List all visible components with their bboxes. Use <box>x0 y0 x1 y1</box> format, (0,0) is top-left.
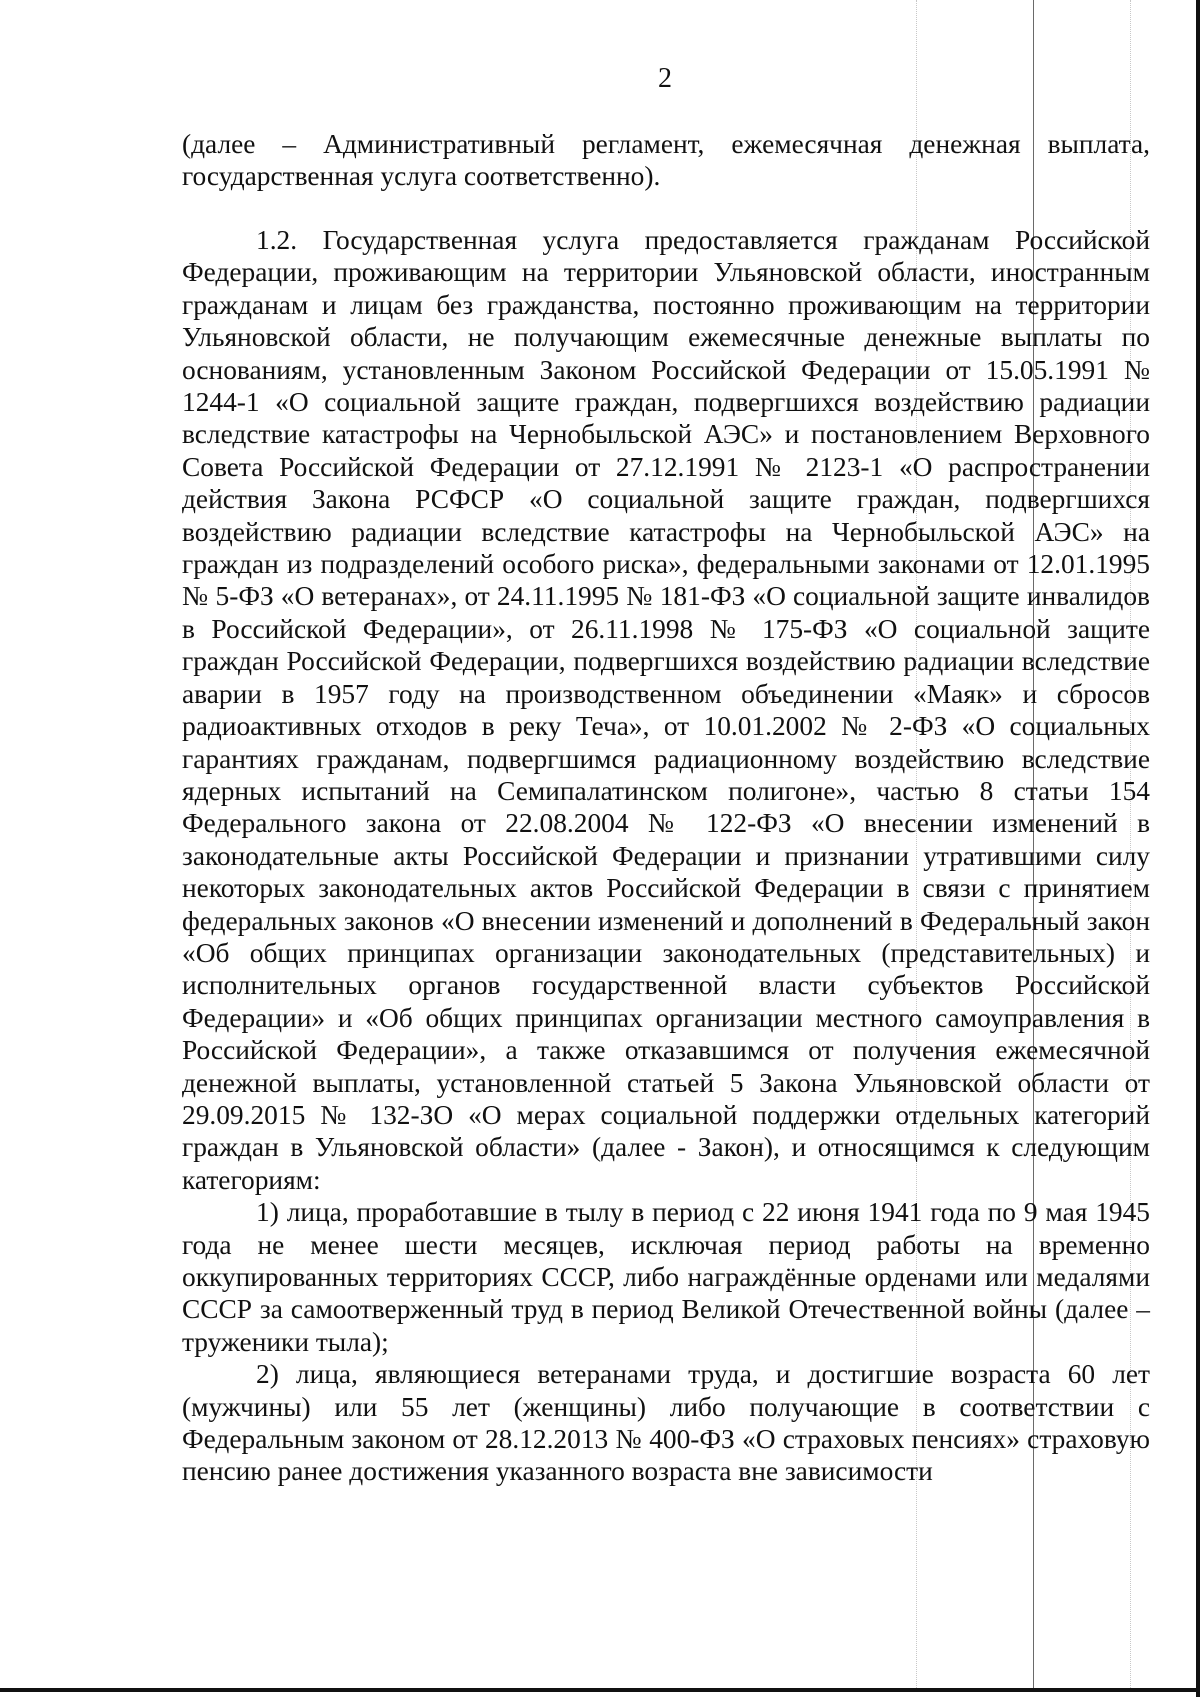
page-number: 2 <box>658 63 672 94</box>
scan-border-bottom <box>0 1688 1200 1692</box>
scan-border-right <box>1196 0 1200 1697</box>
section-1-2-paragraph: 1.2. Государственная услуга предоставляется гражданам Российской Федерации, проживающим на территории Ульяновской области, иностранным гражданам и лицам без гражданства, постоянно проживающим на территории Ульяновской области, не получающим ежемесячные денежные выплаты по основаниям, установленным Законом Российской Федерации от 15.05.1991 № 1244-1 «О социальной защите граждан, подвергшихся воздействию радиации вследствие катастрофы на Чернобыльской АЭС» и постановлением Верховного Совета Российской Федерации от 27.12.1991 № 2123-1 «О распространении действия Закона РСФСР «О социальной защите граждан, подвергшихся воздействию радиации вследствие катастрофы на Чернобыльской АЭС» на граждан из подразделений особого риска», федеральными законами от 12.01.1995 № 5-ФЗ «О ветеранах», от 24.11.1995 № 181-ФЗ «О социальной защите инвалидов в Российской Федерации», от 26.11.1998 № 175-ФЗ «О социальной защите граждан Российской Федерации, подвергшихся воздействию радиации вследствие аварии в 1957 году на производственном объединении «Маяк» и сбросов радиоактивных отходов в реку Теча», от 10.01.2002 № 2-ФЗ «О социальных гарантиях гражданам, подвергшимся радиационному воздействию вследствие ядерных испытаний на Семипалатинском полигоне», частью 8 статьи 154 Федерального закона от 22.08.2004 № 122-ФЗ «О внесении изменений в законодательные акты Российской Федерации и признании утратившими силу некоторых законодательных актов Российской Федерации в связи с принятием федеральных законов «О внесении изменений и дополнений в Федеральный закон «Об общих принципах организации законодательных (представительных) и исполнительных органов государственной власти субъектов Российской Федерации» и «Об общих принципах организации местного самоуправления в Российской Федерации», а также отказавшимся от получения ежемесячной денежной выплаты, установленной статьей 5 Закона Ульяновской области от 29.09.2015 № 132-ЗО «О мерах социальной поддержки отдельных категорий граждан в Ульяновской области» (далее - Закон), и относящимся к следующим категориям: <box>182 225 1150 1195</box>
document-body <box>182 128 1150 193</box>
intro-paragraph: (далее – Административный регламент, ежемесячная денежная выплата, государственная услуга соответственно). <box>182 129 1150 192</box>
section-1-2-block <box>182 224 1150 1488</box>
list-item: 1) лица, проработавшие в тылу в период с 22 июня 1941 года по 9 мая 1945 года не менее шести месяцев, исключая период работы на временно оккупированных территориях СССР, либо награждённые орденами или медалями СССР за самоотверженный труд в период Великой Отечественной войны (далее – труженики тыла); <box>182 1197 1150 1357</box>
list-item: 2) лица, являющиеся ветеранами труда, и достигшие возраста 60 лет (мужчины) или 55 лет (женщины) либо получающие в соответствии с Федеральным законом от 28.12.2013 № 400-ФЗ «О страховых пенсиях» страховую пенсию ранее достижения указанного возраста вне зависимости <box>182 1359 1150 1487</box>
